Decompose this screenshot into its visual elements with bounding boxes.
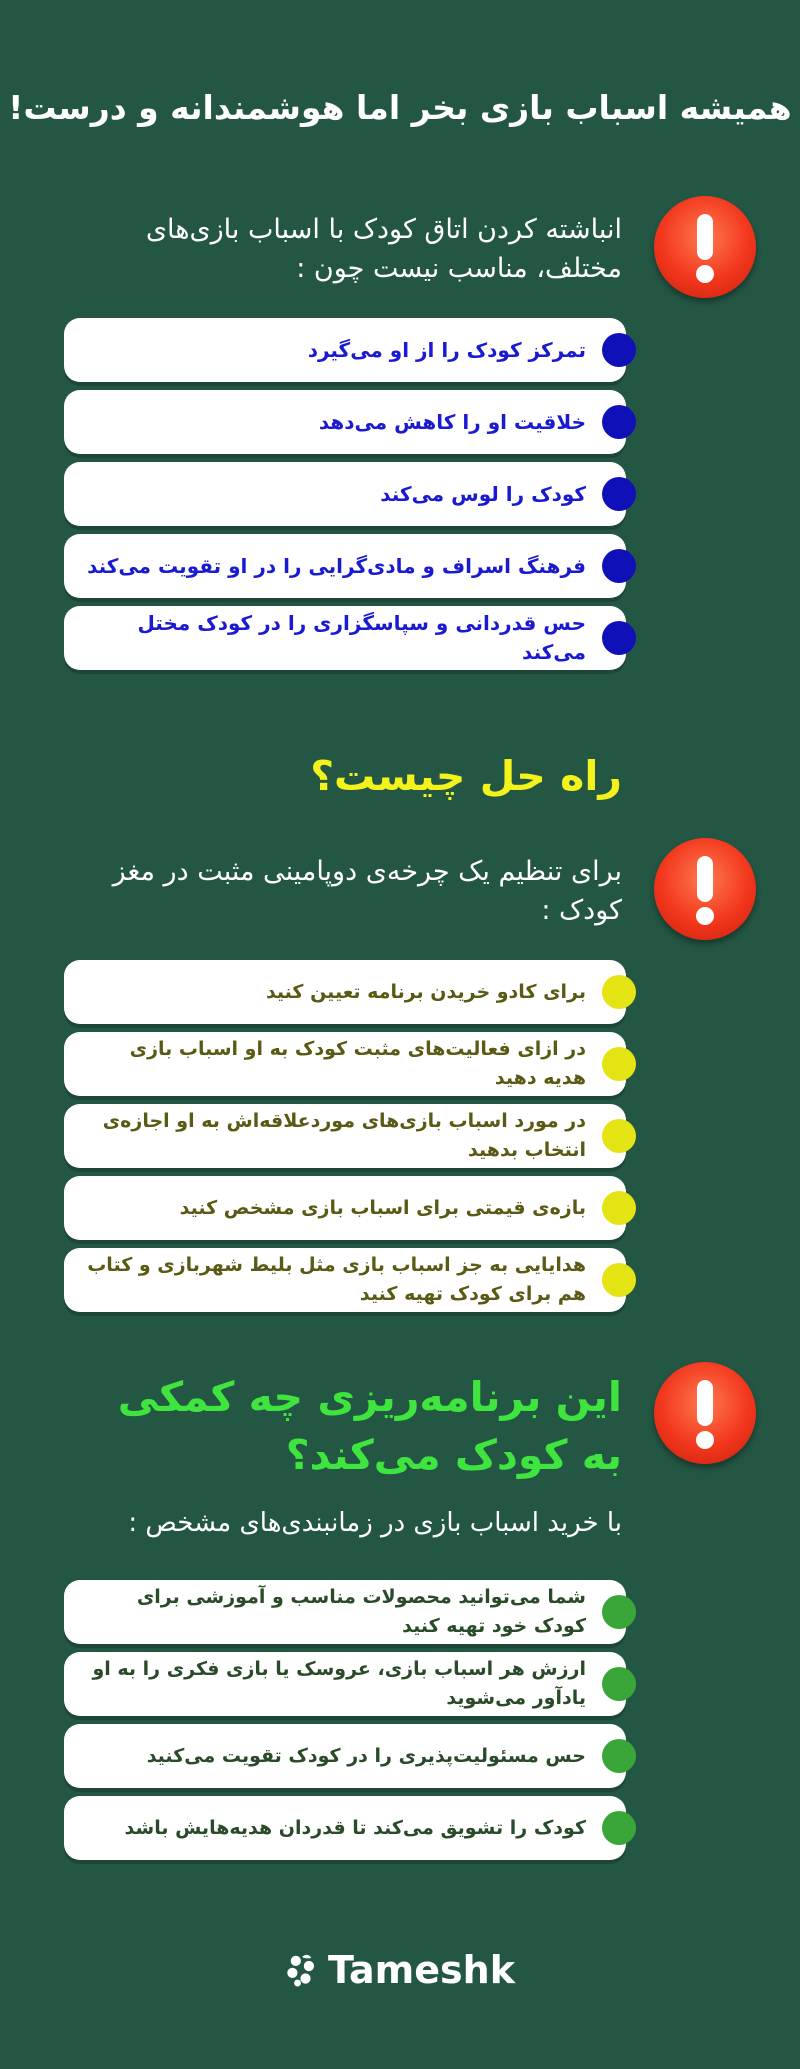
bullet-dot	[602, 333, 636, 367]
list-item: شما می‌توانید محصولات مناسب و آموزشی برای کودک خود تهیه کنید	[64, 1580, 626, 1644]
section3-heading: این برنامه‌ریزی چه کمکی به کودک می‌کند؟	[117, 1373, 622, 1479]
bullet-dot	[602, 477, 636, 511]
bullet-dot	[602, 621, 636, 655]
bullet-dot	[602, 1047, 636, 1081]
bullet-dot	[602, 405, 636, 439]
list-item: ارزش هر اسباب بازی، عروسک یا بازی فکری را به او یادآور می‌شوید	[64, 1652, 626, 1716]
bullet-dot	[602, 1667, 636, 1701]
bullet-dot	[602, 1595, 636, 1629]
section2-intro: برای تنظیم یک چرخه‌ی دوپامینی مثبت در مغز کودک :	[112, 856, 622, 926]
logo-text: Tameshk	[328, 1948, 515, 1992]
section2-heading: راه حل چیست؟	[310, 752, 622, 800]
list-item: خلاقیت او را کاهش می‌دهد	[64, 390, 626, 454]
list-item: در ازای فعالیت‌های مثبت کودک به او اسباب بازی هدیه دهید	[64, 1032, 626, 1096]
list-item: حس مسئولیت‌پذیری را در کودک تقویت می‌کنید	[64, 1724, 626, 1788]
alert-icon	[654, 196, 756, 298]
list-item: برای کادو خریدن برنامه تعیین کنید	[64, 960, 626, 1024]
list-item: هدایایی به جز اسباب بازی مثل بلیط شهربازی و کتاب هم برای کودک تهیه کنید	[64, 1248, 626, 1312]
bullet-dot	[602, 1739, 636, 1773]
brand-logo	[285, 1940, 515, 2000]
bullet-dot	[602, 1119, 636, 1153]
bullet-dot	[602, 1263, 636, 1297]
list-item: حس قدردانی و سپاسگزاری را در کودک مختل می‌کند	[64, 606, 626, 670]
bullet-dot	[602, 975, 636, 1009]
bullet-dot	[602, 1811, 636, 1845]
list-item: کودک را تشویق می‌کند تا قدردان هدیه‌هایش باشد	[64, 1796, 626, 1860]
bullet-dot	[602, 549, 636, 583]
list-item: فرهنگ اسراف و مادی‌گرایی را در او تقویت می‌کند	[64, 534, 626, 598]
section3-intro: با خرید اسباب بازی در زمانبندی‌های مشخص :	[128, 1508, 622, 1538]
list-item: در مورد اسباب بازی‌های موردعلاقه‌اش به او اجازه‌ی انتخاب بدهید	[64, 1104, 626, 1168]
list-item: کودک را لوس می‌کند	[64, 462, 626, 526]
list-item: تمرکز کودک را از او می‌گیرد	[64, 318, 626, 382]
alert-icon	[654, 838, 756, 940]
list-item: بازه‌ی قیمتی برای اسباب بازی مشخص کنید	[64, 1176, 626, 1240]
alert-icon	[654, 1362, 756, 1464]
tameshk-berry-logo-icon	[285, 1941, 318, 1999]
section1-intro: انباشته کردن اتاق کودک با اسباب بازی‌های مختلف، مناسب نیست چون :	[145, 214, 622, 284]
page-title: همیشه اسباب بازی بخر اما هوشمندانه و درست!	[8, 88, 792, 127]
bullet-dot	[602, 1191, 636, 1225]
